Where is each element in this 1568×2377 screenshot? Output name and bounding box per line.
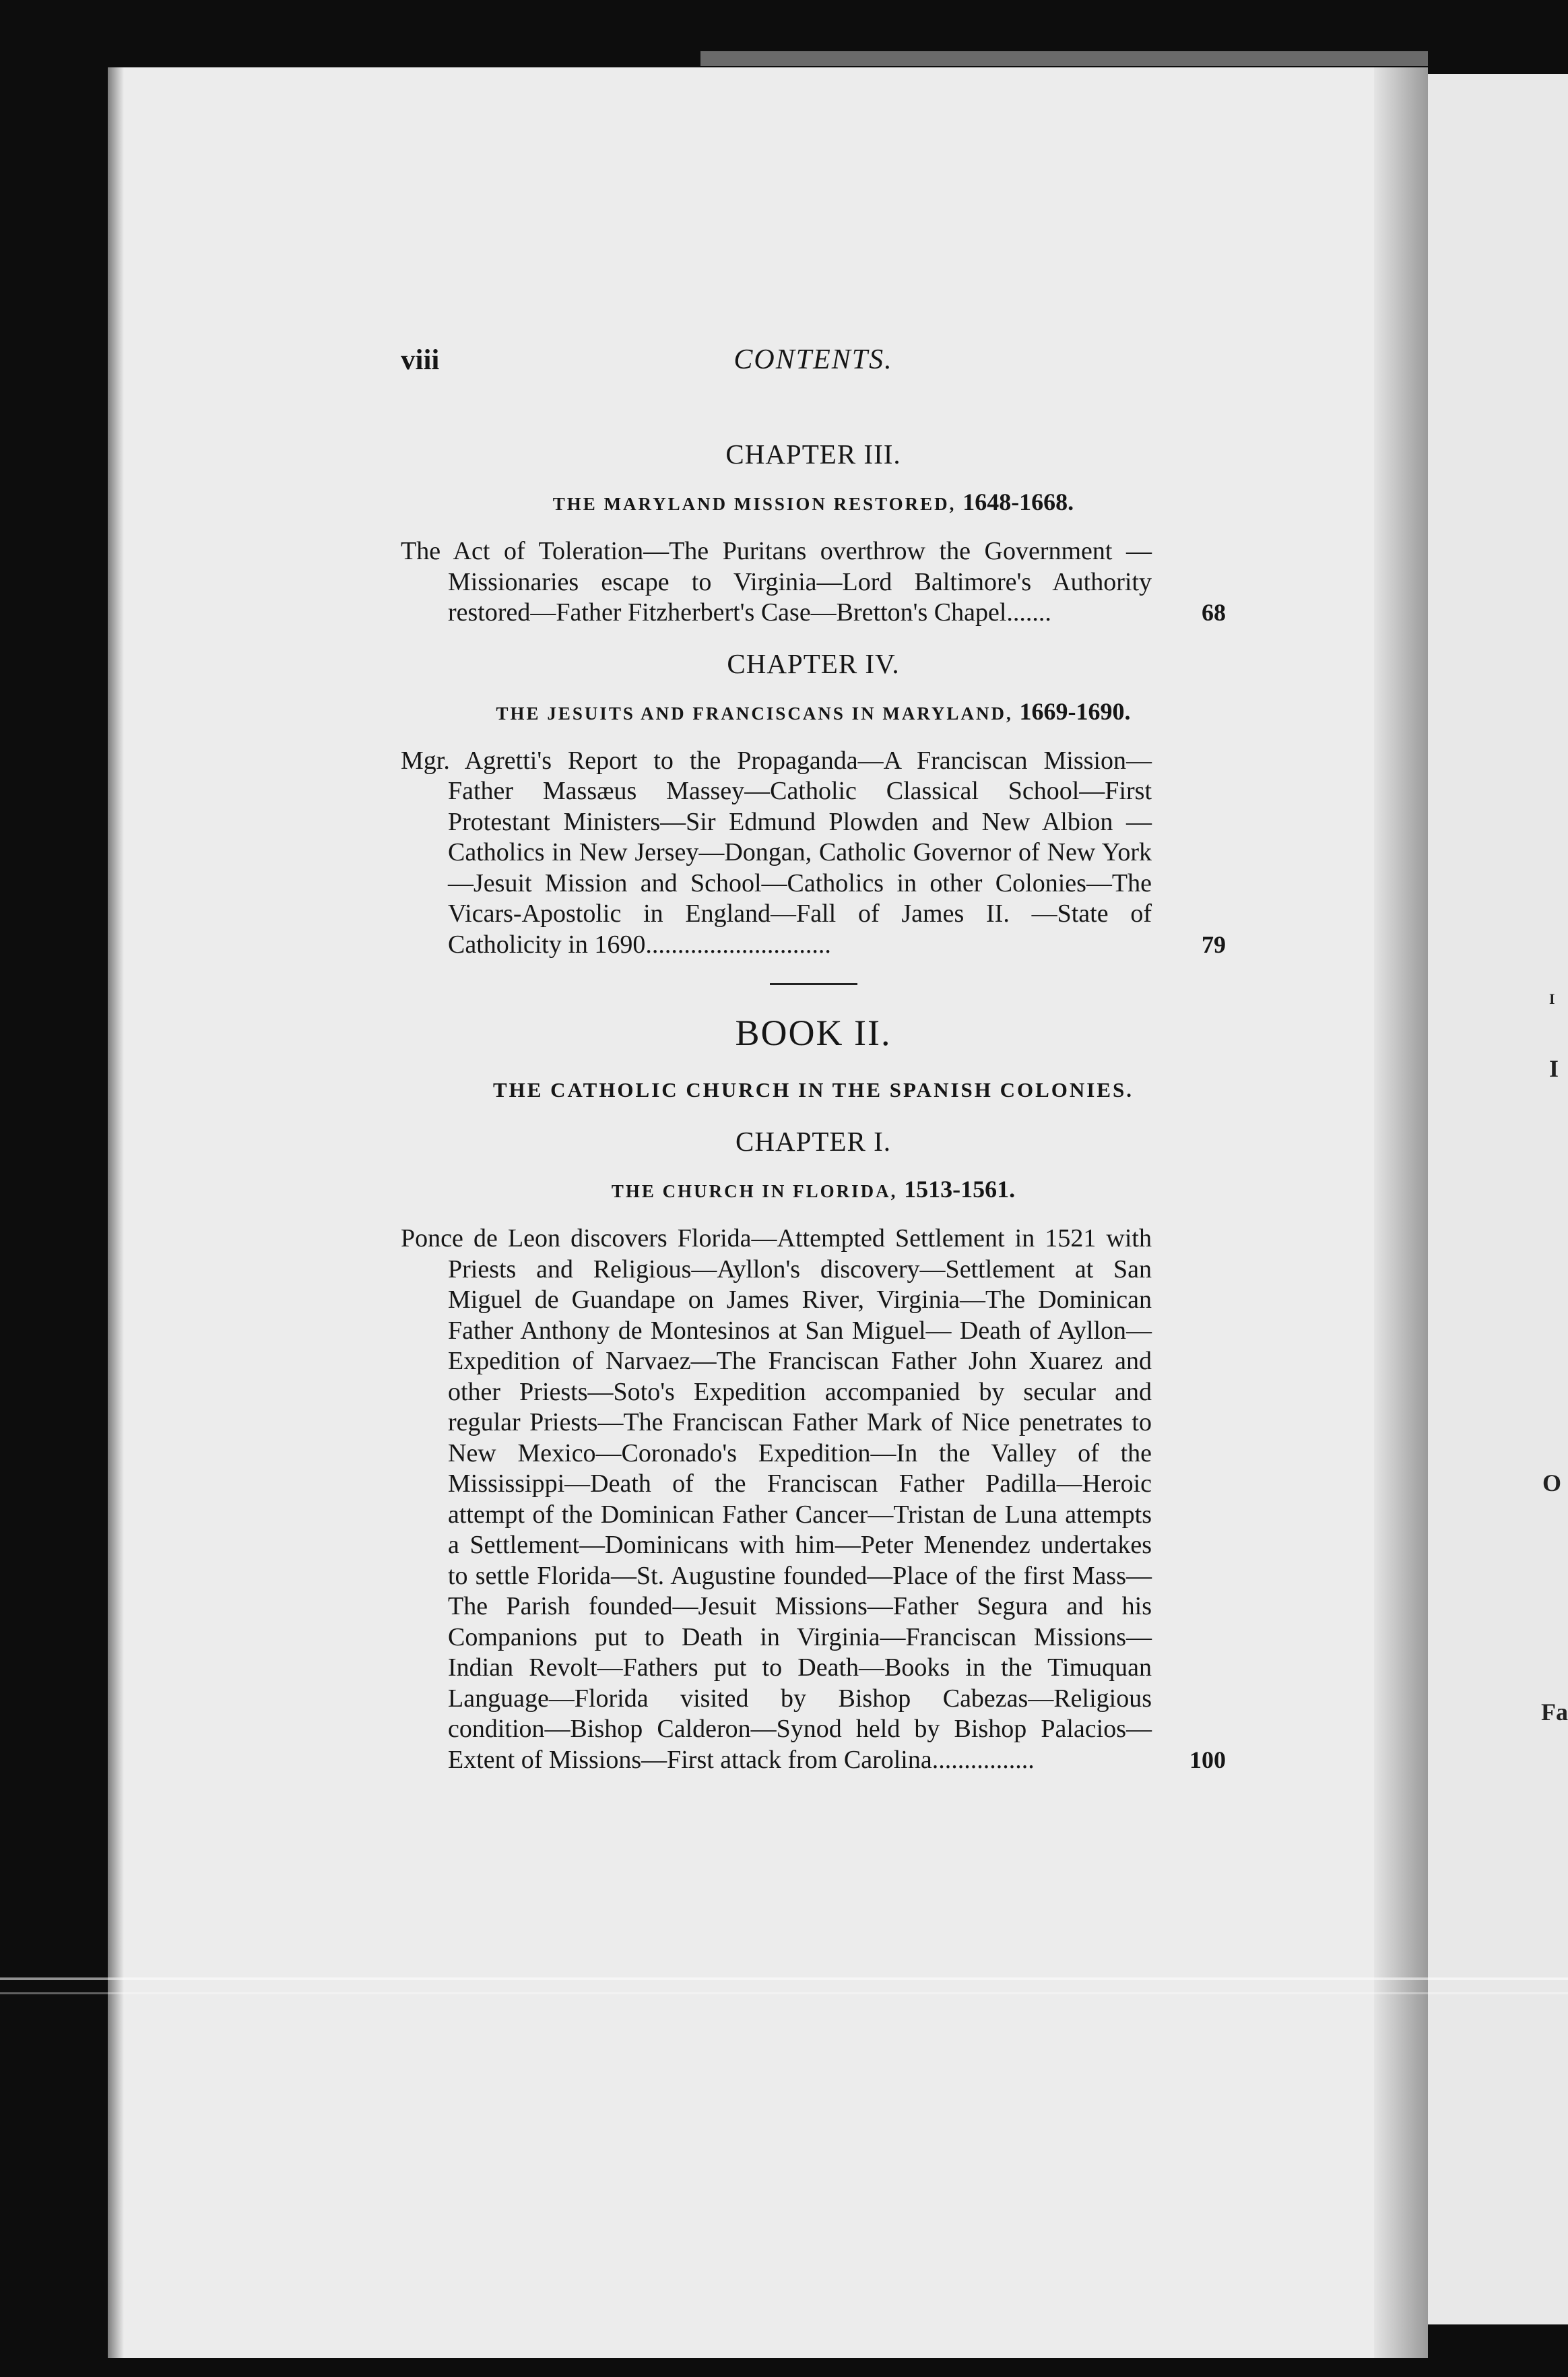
scan-crease <box>0 1992 1568 1994</box>
toc-entry <box>401 1224 1226 1775</box>
chapter-years: 1669-1690. <box>1019 697 1131 725</box>
running-title: CONTENTS. <box>733 344 893 375</box>
page-folio: viii <box>401 344 440 376</box>
chapter-section <box>401 438 1226 629</box>
chapter-heading: CHAPTER I. <box>736 1126 891 1157</box>
toc-entry-text: Ponce de Leon discovers Florida—Attempted Settlement in 1521 with Priests and Religious—Ayllon's discovery—Settlement at San Miguel de Guandape on James River, Virginia—The Dominican Father Anthony de Montesinos at San Miguel— Death of Ayllon—Expedition of Narvaez—The Franciscan Father John Xuarez and other Priests—Soto's Expedition accompanied by secular and regular Priests—The Franciscan Father Mark of Nice penetrates to New Mexico—Coronado's Expedition—In the Valley of the Mississippi—Death of the Franciscan Father Padilla—Heroic attempt of the Dominican Father Cancer—Tristan de Luna attempts a Settlement—Dominicans with him—Peter Menendez undertakes to settle Florida—St. Augustine founded—Place of the first Mass—The Parish founded—Jesuit Missions—Father Segura and his Companions put to Death in Virginia—Franciscan Missions—Indian Revolt—Fathers put to Death—Books in the Timuquan Language—Florida visited by Bishop Cabezas—Religious condition—Bishop Calderon—Synod held by Bishop Palacios—Extent of Missions—First attack from Carolina................ <box>401 1224 1152 1774</box>
chapter-heading: CHAPTER IV. <box>727 647 900 679</box>
chapter-heading: CHAPTER III. <box>725 439 901 470</box>
chapter-section <box>401 1125 1226 1775</box>
toc-entry <box>401 536 1226 629</box>
chapter-subtitle <box>401 1175 1226 1203</box>
toc-page-number: 68 <box>1202 599 1226 626</box>
facing-page-fragment: Fa <box>1541 1699 1568 1725</box>
chapter-subtitle <box>401 488 1226 516</box>
chapter-years: 1513-1561. <box>904 1176 1016 1203</box>
page-edge-shadow <box>1374 67 1428 2358</box>
page-gutter-shadow <box>108 67 124 2358</box>
scan-edge-strip <box>700 51 1428 66</box>
book-section <box>401 1012 1226 1102</box>
chapter-subtitle-text: THE MARYLAND MISSION RESTORED, <box>552 494 956 514</box>
facing-page <box>1421 74 1568 2324</box>
facing-page-fragment: I <box>1549 1055 1559 1082</box>
chapter-subtitle-text: THE JESUITS AND FRANCISCANS IN MARYLAND, <box>496 703 1013 724</box>
contents-page <box>401 344 1226 1794</box>
toc-page-number: 79 <box>1202 930 1226 958</box>
toc-entry-text: The Act of Toleration—The Puritans overthrow the Government —Missionaries escape to Virginia—Lord Baltimore's Authority restored—Father Fitzherbert's Case—Bretton's Chapel....... <box>401 537 1152 627</box>
chapter-years: 1648-1668. <box>962 488 1074 515</box>
chapter-subtitle-text: THE CHURCH IN FLORIDA, <box>611 1181 898 1201</box>
section-divider <box>770 983 857 985</box>
toc-entry-text: Mgr. Agretti's Report to the Propaganda—A Franciscan Mission— Father Massæus Massey—Catholic Classical School—First Protestant Ministers—Sir Edmund Plowden and New Albion —Catholics in New Jersey—Dongan, Catholic Governor of New York—Jesuit Mission and School—Catholics in other Colonies—The Vicars-Apostolic in England—Fall of James II. —State of Catholicity in 1690............................. <box>401 746 1152 959</box>
chapter-subtitle <box>401 697 1226 726</box>
toc-page-number: 100 <box>1189 1746 1226 1773</box>
scan-crease <box>0 1977 1568 1980</box>
book-heading: BOOK II. <box>735 1013 892 1053</box>
facing-page-fragment: I <box>1549 990 1555 1007</box>
book-subtitle: THE CATHOLIC CHURCH IN THE SPANISH COLONIES. <box>492 1078 1134 1102</box>
toc-entry <box>401 746 1226 961</box>
running-head <box>401 344 1226 391</box>
chapter-section <box>401 647 1226 961</box>
facing-page-fragment: O <box>1542 1469 1562 1496</box>
